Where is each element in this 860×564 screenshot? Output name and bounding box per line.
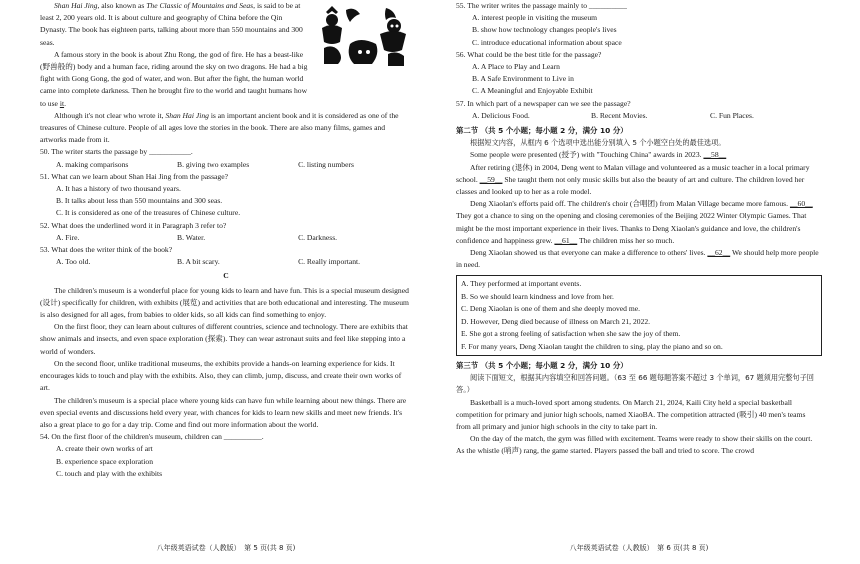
text: Deng Xiaolan's efforts paid off. The children's choir (合唱团) from Malan Village became more famous.: [470, 199, 789, 209]
question-text: 51. What can we learn about Shan Hai Jing from the passage?: [40, 171, 228, 181]
option-b[interactable]: B. A bit scary.: [177, 257, 220, 267]
text: After retiring (退休) in 2004, Deng went to Malan village and volunteered as a music teacher in a local primary school.: [456, 162, 810, 184]
option-a[interactable]: A. interest people in visiting the museum: [472, 13, 598, 23]
section-heading-c: C: [223, 271, 229, 281]
question-text: 57. In which part of a newspaper can we see the passage?: [456, 98, 631, 108]
text: Deng Xiaolan showed us that everyone can make a difference to others' lives.: [470, 248, 706, 258]
text: The children miss her so much.: [577, 235, 675, 245]
question-text: 54. On the first floor of the children's museum, children can __________.: [40, 432, 264, 442]
page-footer: 八年级英语试卷（人教版） 第 6 页(共 8 页): [569, 543, 709, 552]
question-53: [40, 244, 412, 268]
s2-paragraph-2: [456, 162, 822, 199]
s3-paragraph-1: Basketball is a much-loved sport among students. On March 21, 2024, Kaili City held a special basketball competition for primary and junior high schools, named XiaoBA. The competition attracted (吸引) 40 men's teams from all primary and junior high schools in the city to take part in.: [456, 397, 806, 431]
question-text: 52. What does the underlined word it in Paragraph 3 refer to?: [40, 220, 227, 230]
paragraph-1: [40, 0, 308, 49]
choice-f: F. For many years, Deng Xiaolan taught the children to sing, play the piano and so on.: [461, 341, 723, 351]
question-text: 50. The writer starts the passage by ___________.: [40, 147, 193, 157]
paragraph-3: [40, 110, 412, 147]
option-b[interactable]: B. experience space exploration: [56, 456, 153, 466]
question-55: [456, 0, 822, 49]
question-text: 55. The writer writes the passage mainly to __________: [456, 1, 627, 10]
option-c[interactable]: C. Darkness.: [298, 232, 338, 242]
option-c[interactable]: C. listing numbers: [298, 159, 354, 169]
section-2-title: 第二节 （共 5 个小题；每小题 2 分，满分 10 分）: [456, 126, 628, 136]
question-57: [456, 98, 822, 122]
blank-58[interactable]: __58__: [703, 150, 727, 160]
section-3-title: 第三节 （共 5 个小题；每小题 2 分，满分 10 分）: [456, 360, 628, 370]
left-page: [40, 0, 412, 564]
option-b[interactable]: B. It talks about less than 550 mountains and 300 seas.: [56, 196, 223, 206]
right-page: [456, 0, 822, 564]
option-a[interactable]: A. create their own works of art: [56, 444, 153, 454]
option-b[interactable]: B. giving two examples: [177, 159, 250, 169]
choice-b: B. So we should learn kindness and love from her.: [461, 291, 614, 301]
option-b[interactable]: B. show how technology changes people's lives: [472, 25, 617, 35]
blank-62[interactable]: __62__: [707, 248, 731, 258]
option-a[interactable]: A. Too old.: [56, 257, 91, 267]
option-a[interactable]: A. Fire.: [56, 232, 80, 242]
options-box: [456, 275, 822, 355]
blank-61[interactable]: __61__: [554, 235, 578, 245]
s2-paragraph-4: [456, 247, 822, 271]
option-c[interactable]: C. A Meaningful and Enjoyable Exhibit: [472, 86, 593, 96]
question-54: [40, 431, 412, 480]
passage-c-paragraph-1: The children's museum is a wonderful place for young kids to learn and have fun. This is a special museum designed (设计) specifically for children, with exhibits (展览) and activities that are both educational and interesting. The museum is also designed for all ages, from babies to older kids, so all kids can find something to enjoy.: [40, 285, 409, 320]
option-c[interactable]: C. Really important.: [298, 257, 361, 267]
question-50: [40, 146, 412, 170]
book-title-english: The Classic of Mountains and Seas: [146, 1, 254, 10]
blank-60[interactable]: __60__: [789, 199, 813, 209]
option-c[interactable]: C. touch and play with the exhibits: [56, 468, 163, 478]
choice-d: D. However, Deng died because of illness on March 21, 2022.: [461, 316, 651, 326]
text: is an important ancient book and it is considered as one of the treasures of Chinese culture. People of all ages love the stories in the book. There are also many films, games and artworks made from it.: [40, 110, 399, 145]
book-title: Shan Hai Jing: [54, 1, 98, 10]
option-b[interactable]: B. A Safe Environment to Live in: [472, 74, 574, 84]
underlined-word: it: [59, 98, 65, 108]
option-c[interactable]: C. It is considered as one of the treasures of Chinese culture.: [56, 208, 241, 218]
option-c[interactable]: C. Fun Places.: [710, 110, 754, 120]
question-56: [456, 49, 822, 98]
option-b[interactable]: B. Recent Movies.: [591, 110, 648, 120]
page-footer: 八年级英语试卷（人教版） 第 5 页(共 8 页): [156, 543, 296, 552]
section-2-instructions: 根据短文内容，从框内 6 个选项中选出能分别填入 5 个小题空白处的最佳选项。: [470, 138, 726, 148]
s2-paragraph-1: [456, 149, 822, 161]
choice-a: A. They performed at important events.: [461, 279, 582, 289]
text: , also known as: [97, 1, 147, 10]
passage-b: [40, 0, 412, 146]
passage-c-paragraph-2: On the first floor, they can learn about cultures of different countries, science and technology. There are exhibits that show animals and insects, and even space exploration (探索). They can wear astronaut suits and feel like stepping into a world of wonders.: [40, 322, 408, 356]
choice-c: C. Deng Xiaolan is one of them and she deeply moved me.: [461, 304, 641, 314]
text: They got a chance to sing on the opening and closing ceremonies of the Beijing 2022 Winter Olympic Games. That might be the most important experience in their lives. Thanks to Deng Xiaolan's guidance and love, the children's confidence and happiness grew.: [456, 211, 807, 245]
s2-paragraph-3: [456, 198, 822, 247]
text: Although it's not clear who wrote it,: [54, 110, 166, 120]
s3-paragraph-2: On the day of the match, the gym was filled with excitement. Teams were ready to show their skills on the court. As the whistle (哨声) rang, the game started. Players passed the ball and tried to score. The crowd: [456, 434, 813, 456]
text: .: [64, 98, 66, 108]
option-a[interactable]: A. It has a history of two thousand years.: [56, 184, 181, 194]
blank-59[interactable]: __59__: [479, 174, 503, 184]
option-b[interactable]: B. Water.: [177, 232, 206, 242]
text: She taught them not only music skills but also the beauty of art and culture. The children loved her classes and looked up to her as a role model.: [456, 174, 805, 197]
section-3-instructions: 阅读下面短文，根据其内容填空和回答问题。（63 至 66 题每题答案不超过 3 个单词，67 题须用完整句子回答。）: [456, 373, 814, 395]
mythical-illustration: [316, 4, 412, 68]
question-text: 53. What does the writer think of the book?: [40, 245, 173, 255]
book-title: Shan Hai Jing: [165, 110, 209, 120]
option-a[interactable]: A. A Place to Play and Learn: [472, 62, 560, 72]
text: We should help more people in need.: [456, 248, 819, 270]
option-a[interactable]: A. making comparisons: [56, 159, 129, 169]
passage-c-paragraph-3: On the second floor, unlike traditional museums, the exhibits provide a hands-on learning experience for kids. It encourages kids to touch and play with the exhibits. Also, they can climb, jump, discuss, and create their own works of art.: [40, 358, 402, 393]
question-51: [40, 171, 412, 220]
text: A famous story in the book is about Zhu Rong, the god of fire. He has a beast-like (野兽般的) body and a human face, riding around the sky on two dragons. He had a big fight with Gong Gong, the god of water, and won. But after the fight, the human world came into complete darkness. Then he brought fire to the world and taught humans how to use: [40, 49, 308, 108]
option-c[interactable]: C. introduce educational information about space: [472, 37, 622, 47]
option-a[interactable]: A. Delicious Food.: [472, 110, 530, 120]
question-52: [40, 220, 412, 244]
text: , is said to be at least 2, 200 years old. It is about culture and geography of China before the Qin Dynasty. The book has eighteen parts, talking about more than 550 mountains and 300 seas.: [40, 1, 303, 47]
question-text: 56. What could be the best title for the passage?: [456, 49, 602, 59]
passage-c-paragraph-4: The children's museum is a special place where young kids can have fun while learning about new things. There are even special events and discussions held every year, with chances for kids to learn new skills and meet new friends. It's also a great place to go for a day trip. Come and find out more information about the world.: [40, 395, 407, 429]
text: Some people were presented (授予) with "Touching China" awards in 2023.: [470, 150, 702, 160]
choice-e: E. She got a strong feeling of satisfaction when she saw the joy of them.: [461, 329, 681, 339]
